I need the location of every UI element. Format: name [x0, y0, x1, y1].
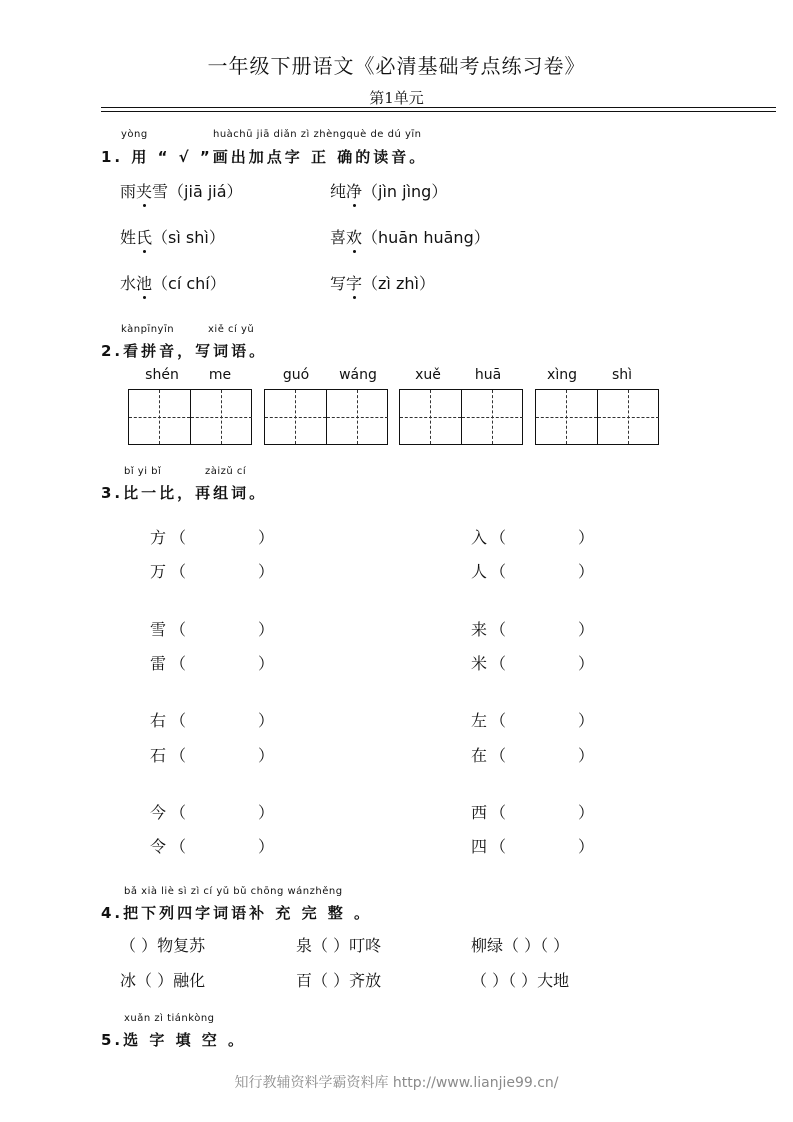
q4-heading: 4.把下列四字词语补 充 完 整 。: [101, 904, 373, 922]
close-paren: ）: [258, 837, 275, 856]
q1-item: 雨夹雪（jiā jiá）: [120, 179, 243, 202]
q2-pinyin-1: kànpīnyīn: [121, 324, 175, 335]
q3-left-char: 方: [150, 528, 167, 547]
writing-grid[interactable]: [535, 389, 659, 445]
close-paren: ）: [258, 620, 275, 639]
grid-pinyin: huā: [474, 367, 502, 383]
grid-cell[interactable]: [326, 390, 388, 444]
q1-options: （jiā jiá）: [168, 182, 243, 201]
open-paren: （: [490, 528, 507, 547]
q1-pinyin-2: huàchū jiā diǎn zì zhèngquè de dú yīn: [213, 129, 422, 140]
grid-pinyin: guó: [282, 367, 310, 383]
q5-pinyin: xuǎn zì tiánkòng: [124, 1013, 215, 1024]
q3-pinyin-1: bǐ yi bǐ: [124, 466, 162, 477]
q1-item: 写字（zì zhì）: [330, 271, 435, 294]
open-paren: （: [170, 746, 187, 765]
open-paren: （: [490, 654, 507, 673]
close-paren: ）: [258, 803, 275, 822]
q1-item: 姓氏（sì shì）: [120, 225, 225, 248]
grid-pinyin: me: [208, 367, 232, 383]
close-paren: ）: [578, 746, 595, 765]
q1-options: （huān huāng）: [362, 228, 490, 247]
q3-left-char: 雷: [150, 654, 167, 673]
grid-pinyin: wáng: [339, 367, 377, 383]
dotted-char: 净: [346, 179, 362, 202]
dotted-char: 氏: [136, 225, 152, 248]
q4-blank-item: （ ）物复苏: [120, 936, 206, 955]
q2-pinyin-2: xiě cí yǔ: [208, 324, 255, 335]
close-paren: ）: [258, 528, 275, 547]
grid-cell[interactable]: [265, 390, 326, 444]
open-paren: （: [170, 620, 187, 639]
q3-right-char: 人: [471, 562, 488, 581]
q3-heading: 3.比一比，再组词。: [101, 484, 268, 502]
close-paren: ）: [578, 711, 595, 730]
open-paren: （: [170, 803, 187, 822]
grid-cell[interactable]: [129, 390, 190, 444]
open-paren: （: [170, 654, 187, 673]
open-paren: （: [170, 837, 187, 856]
q4-blank-item: （ ）（ ）大地: [471, 971, 570, 990]
open-paren: （: [490, 837, 507, 856]
grid-cell[interactable]: [400, 390, 461, 444]
unit-subtitle: 第1单元: [369, 89, 424, 107]
close-paren: ）: [258, 746, 275, 765]
q1-heading: 1. 用 “ √ ”画出加点字 正 确的读音。: [101, 148, 428, 166]
dotted-char: 字: [346, 271, 362, 294]
open-paren: （: [490, 620, 507, 639]
q1-options: （cí chí）: [152, 274, 226, 293]
q3-pinyin-2: zàizǔ cí: [205, 466, 247, 477]
close-paren: ）: [578, 528, 595, 547]
close-paren: ）: [578, 562, 595, 581]
q1-options: （jìn jìng）: [362, 182, 448, 201]
grid-cell[interactable]: [536, 390, 597, 444]
page-title: 一年级下册语文《必清基础考点练习卷》: [207, 54, 586, 78]
grid-pinyin: xìng: [547, 367, 577, 383]
grid-pinyin: shén: [145, 367, 179, 383]
q3-right-char: 四: [471, 837, 488, 856]
grid-cell[interactable]: [597, 390, 659, 444]
dotted-char: 欢: [346, 225, 362, 248]
q3-right-char: 入: [471, 528, 488, 547]
grid-cell[interactable]: [461, 390, 523, 444]
close-paren: ）: [258, 711, 275, 730]
title-rule-bottom: [101, 111, 776, 112]
q3-left-char: 雪: [150, 620, 167, 639]
q3-right-char: 来: [471, 620, 488, 639]
q3-right-char: 左: [471, 711, 488, 730]
q1-options: （zì zhì）: [362, 274, 435, 293]
q4-blank-item: 泉（ ）叮咚: [296, 936, 382, 955]
dotted-char: 夹: [136, 179, 152, 202]
writing-grid[interactable]: [128, 389, 252, 445]
q1-item: 纯净（jìn jìng）: [330, 179, 447, 202]
q3-left-char: 今: [150, 803, 167, 822]
q3-right-char: 米: [471, 654, 488, 673]
writing-grid[interactable]: [264, 389, 388, 445]
q1-pinyin-1: yòng: [121, 129, 148, 140]
close-paren: ）: [578, 803, 595, 822]
open-paren: （: [490, 746, 507, 765]
q3-left-char: 万: [150, 562, 167, 581]
q2-heading: 2.看拼音，写词语。: [101, 342, 268, 360]
open-paren: （: [490, 711, 507, 730]
q1-item: 水池（cí chí）: [120, 271, 226, 294]
close-paren: ）: [258, 562, 275, 581]
open-paren: （: [170, 562, 187, 581]
q5-heading: 5.选 字 填 空 。: [101, 1031, 247, 1049]
grid-pinyin: xuě: [415, 367, 441, 383]
q4-blank-item: 冰（ ）融化: [120, 971, 206, 990]
q4-blank-item: 柳绿（ ）（ ）: [471, 936, 570, 955]
close-paren: ）: [578, 620, 595, 639]
writing-grid[interactable]: [399, 389, 523, 445]
dotted-char: 池: [136, 271, 152, 294]
q4-pinyin: bǎ xià liè sì zì cí yǔ bǔ chōng wánzhěng: [124, 886, 343, 897]
q3-left-char: 右: [150, 711, 167, 730]
close-paren: ）: [578, 837, 595, 856]
footer-watermark: 知行教辅资料学霸资料库 http://www.lianjie99.cn/: [234, 1075, 559, 1091]
q3-right-char: 西: [471, 803, 488, 822]
close-paren: ）: [258, 654, 275, 673]
q3-left-char: 令: [150, 837, 167, 856]
open-paren: （: [170, 711, 187, 730]
close-paren: ）: [578, 654, 595, 673]
q4-blank-item: 百（ ）齐放: [296, 971, 382, 990]
q1-options: （sì shì）: [152, 228, 225, 247]
open-paren: （: [170, 528, 187, 547]
q1-item: 喜欢（huān huāng）: [330, 225, 490, 248]
open-paren: （: [490, 803, 507, 822]
grid-pinyin: shì: [611, 367, 633, 383]
q3-left-char: 石: [150, 746, 167, 765]
open-paren: （: [490, 562, 507, 581]
q3-right-char: 在: [471, 746, 488, 765]
grid-cell[interactable]: [190, 390, 252, 444]
